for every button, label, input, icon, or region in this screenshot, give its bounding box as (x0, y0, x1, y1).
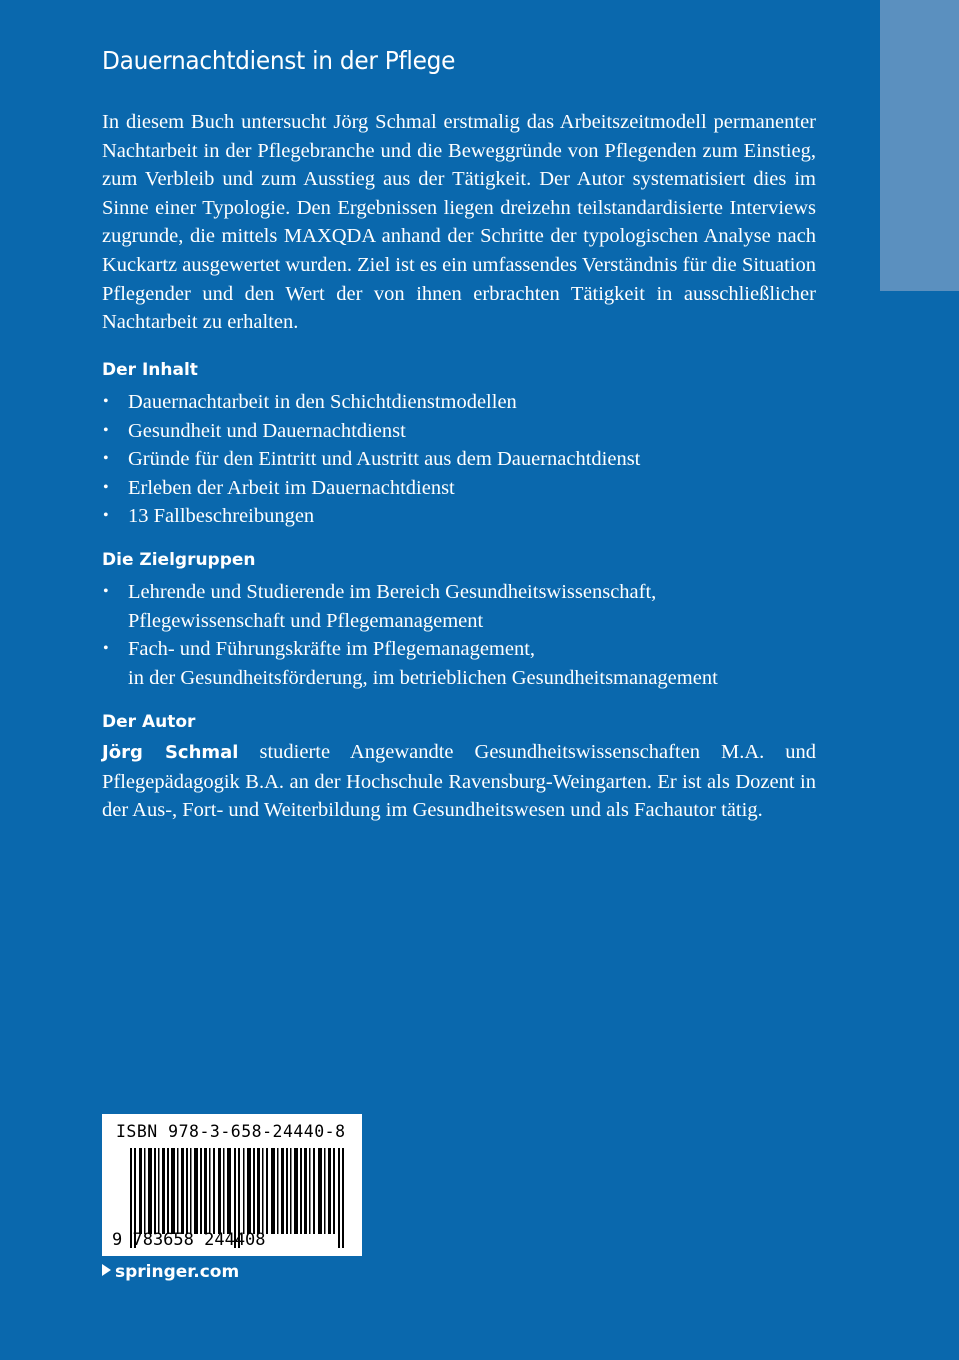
spine-color-tab (880, 0, 959, 291)
arrow-right-icon (102, 1264, 111, 1276)
author-name: Jörg Schmal (102, 742, 239, 763)
list-item: • Erleben der Arbeit im Dauernachtdienst (103, 476, 455, 499)
publisher-link-text: springer.com (115, 1262, 240, 1282)
barcode-digits: 9 783658 244408 (112, 1230, 266, 1250)
zielgruppen-list (102, 578, 718, 692)
list-item: • Lehrende und Studierende im Bereich Gesundheitswissenschaft, Pflegewissenschaft und Pflegemanagement (103, 581, 657, 632)
heading-die-zielgruppen: Die Zielgruppen (102, 550, 256, 570)
isbn-label: ISBN 978-3-658-24440-8 (116, 1122, 346, 1141)
book-title: Dauernachtdienst in der Pflege (102, 46, 456, 75)
list-item: • Dauernachtarbeit in den Schichtdienstmodellen (103, 391, 517, 413)
list-item: • 13 Fallbeschreibungen (103, 505, 315, 528)
publisher-link[interactable] (102, 1262, 239, 1282)
inhalt-list (102, 388, 640, 531)
intro-paragraph: In diesem Buch untersucht Jörg Schmal erstmalig das Arbeitszeitmodell permanenter Nachtarbeit in der Pflegebranche und die Beweggründe von Pflegenden zum Einstieg, zum Verbleib und zum Ausstieg aus der Tätigkeit. Der Autor systematisiert dies im Sinne einer Typologie. Den Ergebnissen liegen dreizehn teilstandardisierte Interviews zugrunde, die mittels MAXQDA anhand der Schritte der typologischen Analyse nach Kuckartz ausgewertet wurden. Ziel ist es ein umfassendes Verständnis für die Situation Pflegender und den Wert der von ihnen erbrachten Tätigkeit in ausschließlicher Nachtarbeit zu erhalten. (102, 111, 816, 334)
isbn-barcode-box (102, 1114, 362, 1256)
author-bio (102, 738, 816, 825)
heading-der-inhalt: Der Inhalt (102, 360, 198, 380)
list-item: • Gründe für den Eintritt und Austritt aus dem Dauernachtdienst (103, 448, 641, 471)
list-item: • Fach- und Führungskräfte im Pflegemanagement, in der Gesundheitsförderung, im betrieblichen Gesundheitsmanagement (103, 638, 718, 689)
author-bio-text: studierte Angewandte Gesundheitswissenschaften M.A. und Pflegepädagogik B.A. an der Hochschule Ravensburg-Weingarten. Er ist als Dozent in der Aus-, Fort- und Weiterbildung im Gesundheitswesen und als Fachautor tätig. (102, 741, 816, 822)
heading-der-autor: Der Autor (102, 712, 196, 732)
list-item: • Gesundheit und Dauernachtdienst (103, 419, 406, 442)
